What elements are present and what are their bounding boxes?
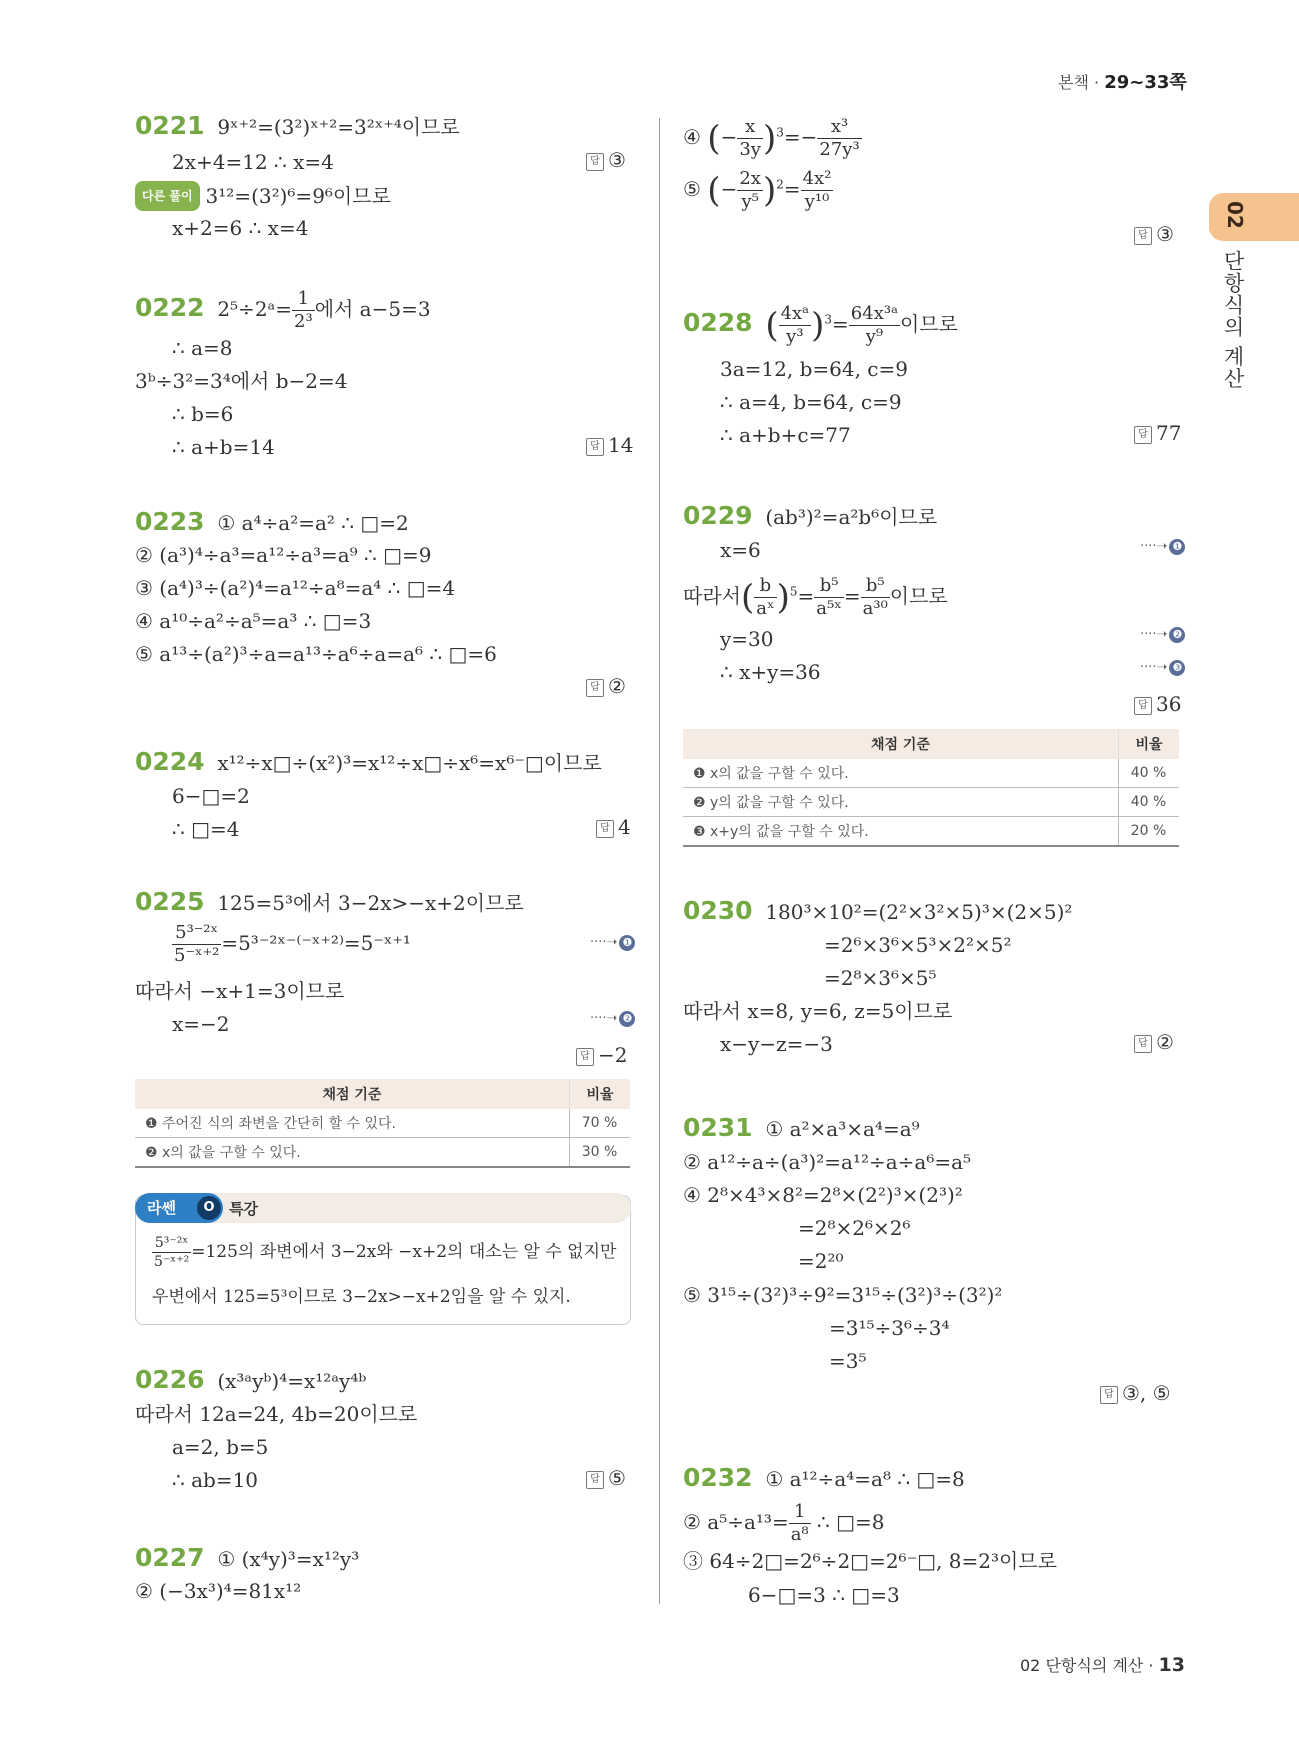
fraction xyxy=(779,305,812,346)
math-line: ① a⁴÷a²=a² ∴ □=2 xyxy=(217,511,409,535)
scoring-table-0229 xyxy=(683,729,1179,847)
problem-0229-line3: 따라서( $\frac{b}{\text{aˣ}}$ )$^5$= $\frac{\text{b⁵}}{\text{a⁵ˣ}}$ = $\frac{\text{b⁵}}{\text{a³⁰}}$ 이므로 xyxy=(683,575,948,619)
fraction xyxy=(737,118,763,159)
problem-0230-line3: =2⁸×3⁶×5⁵ xyxy=(824,966,937,990)
answer-value: 77 xyxy=(1156,421,1182,445)
table-row xyxy=(683,788,1179,817)
fraction-denominator: 5⁻ˣ⁺² xyxy=(154,1254,190,1270)
step-number: ❸ xyxy=(1169,660,1185,676)
answer-0223 xyxy=(586,674,626,698)
answer-value: 36 xyxy=(1156,692,1182,716)
problem-0224-line3: ∴ □=4 xyxy=(172,817,240,841)
math-line: 에서 a−5=3 xyxy=(314,297,431,321)
step-marker-2: ····➝ ❷ xyxy=(1140,627,1185,643)
step-marker-1: ····➝ ❶ xyxy=(1140,539,1185,555)
fraction-denominator: 5⁻ˣ⁺² xyxy=(174,945,220,966)
problem-0222-line3: 3ᵇ÷3²=3⁴에서 b−2=4 xyxy=(135,369,348,393)
table-cell-criteria: ❶ 주어진 식의 좌변을 간단히 할 수 있다. xyxy=(135,1109,570,1138)
problem-0232-line3: ③ 64÷2□=2⁶÷2□=2⁶⁻□, 8=2³이므로 xyxy=(683,1549,1057,1573)
problem-number: 0225 xyxy=(135,887,205,916)
answer-value: 4 xyxy=(618,815,631,839)
table-header-criteria: 채점 기준 xyxy=(135,1079,570,1109)
fraction-numerator: 64x³ᵃ xyxy=(850,303,899,324)
answer-value: ③ xyxy=(608,148,626,172)
fraction-numerator: b xyxy=(754,577,776,598)
table-cell-ratio: 40 % xyxy=(1119,759,1180,788)
answer-0227 xyxy=(1134,222,1174,246)
math-line: 이므로 xyxy=(889,584,948,608)
tip-logo-circle: O xyxy=(197,1196,221,1220)
table-header-ratio: 비율 xyxy=(570,1079,631,1109)
fraction-denominator: y⁹ xyxy=(865,326,884,347)
column-divider xyxy=(659,118,660,1604)
problem-0227-line5: ⑤ (− $\frac{2x}{\text{y⁵}}$ )$^2$= $\frac{\text{4x²}}{\text{y¹⁰}}$ xyxy=(683,168,832,212)
answer-value: 14 xyxy=(608,433,634,457)
answer-value: ② xyxy=(608,674,626,698)
answer-icon: 답 xyxy=(1100,1386,1118,1404)
table-cell-ratio: 20 % xyxy=(1119,817,1180,847)
math-line: 이므로 xyxy=(900,312,958,336)
page-number: 13 xyxy=(1158,1654,1185,1676)
problem-0231-line6: ⑤ 3¹⁵÷(3²)³÷9²=3¹⁵÷(3²)³÷(3²)² xyxy=(683,1283,1003,1307)
problem-0227-line2: ② (−3x³)⁴=81x¹² xyxy=(135,1579,302,1603)
problem-0232-line1 xyxy=(683,1464,965,1493)
fraction xyxy=(152,1236,191,1269)
problem-0231-line8: =3⁵ xyxy=(829,1349,867,1373)
problem-0226-line3: a=2, b=5 xyxy=(172,1435,269,1459)
problem-0229-line1 xyxy=(683,502,937,531)
problem-0223-line1 xyxy=(135,508,409,537)
step-number: ❷ xyxy=(1169,627,1185,643)
table-row xyxy=(683,817,1179,847)
paren-right: ) xyxy=(811,305,825,346)
problem-0226-line1 xyxy=(135,1366,366,1395)
problem-0223-line5: ⑤ a¹³÷(a²)³÷a=a¹³÷a⁶÷a=a⁶ ∴ □=6 xyxy=(135,642,497,666)
fraction-numerator: x xyxy=(737,118,763,139)
page-ref-range: 29~33쪽 xyxy=(1104,72,1187,93)
fraction-numerator: 1 xyxy=(789,1503,811,1524)
table-cell-criteria: ❷ x의 값을 구할 수 있다. xyxy=(135,1138,570,1168)
table-row xyxy=(683,759,1179,788)
math-line: ② a⁵÷a¹³= xyxy=(683,1510,789,1534)
problem-0231-line2: ② a¹²÷a÷(a³)²=a¹²÷a÷a⁶=a⁵ xyxy=(683,1150,972,1174)
chapter-number: 02 xyxy=(1223,201,1247,229)
fraction-numerator: x³ xyxy=(817,118,861,139)
step-marker-3: ····➝ ❸ xyxy=(1140,660,1185,676)
fraction-numerator: 5³⁻²ˣ xyxy=(152,1236,191,1253)
problem-0230-line4: 따라서 x=8, y=6, z=5이므로 xyxy=(683,999,953,1023)
table-cell-criteria: ❷ y의 값을 구할 수 있다. xyxy=(683,788,1119,817)
math-line: (x³ᵃyᵇ)⁴=x¹²ᵃy⁴ᵇ xyxy=(217,1369,367,1393)
problem-0222-line5: ∴ a+b=14 xyxy=(172,435,275,459)
answer-icon: 답 xyxy=(1134,426,1152,444)
fraction-denominator: aˣ xyxy=(756,598,775,619)
paren-left: ( xyxy=(740,577,755,618)
table-row xyxy=(135,1109,630,1138)
footer-chapter-title: 02 단항식의 계산 xyxy=(1020,1656,1144,1675)
problem-0227-line4: ④ (− $\frac{x}{3y}$ )$^3$=− $\frac{\text{x³}}{\text{27y³}}$ xyxy=(683,116,860,160)
chapter-tab xyxy=(1209,193,1299,241)
math-line: (ab³)²=a²b⁶이므로 xyxy=(765,505,938,529)
paren-right: ) xyxy=(776,577,790,618)
answer-0224 xyxy=(596,815,631,839)
problem-0231-line4: =2⁸×2⁶×2⁶ xyxy=(798,1216,911,1240)
paren-right: ) xyxy=(762,118,777,159)
problem-0229-line2: x=6 xyxy=(720,538,761,562)
footer: 02 단항식의 계산 · 13 xyxy=(1020,1654,1185,1676)
fraction-numerator: 5³⁻²ˣ xyxy=(172,924,221,945)
answer-icon: 답 xyxy=(1134,227,1152,245)
math-line: ① a¹²÷a⁴=a⁸ ∴ □=8 xyxy=(765,1467,965,1491)
table-cell-criteria: ❶ x의 값을 구할 수 있다. xyxy=(683,759,1119,788)
tip-text: =125의 좌변에서 3−2x와 −x+2의 대소는 알 수 없지만 xyxy=(191,1242,617,1262)
problem-number: 0227 xyxy=(135,1543,205,1572)
fraction xyxy=(292,290,315,331)
answer-icon: 답 xyxy=(586,438,604,456)
scoring-table-0225 xyxy=(135,1079,630,1168)
alt-solution-badge: 다른 풀이 xyxy=(135,181,200,211)
problem-0229-line4: y=30 xyxy=(720,627,774,651)
tip-line1 xyxy=(152,1236,616,1269)
table-header-row xyxy=(683,729,1179,759)
math-line: 125=5³에서 3−2x>−x+2이므로 xyxy=(217,891,524,915)
answer-icon: 답 xyxy=(586,1471,604,1489)
tip-title: 특강 xyxy=(229,1200,258,1218)
answer-value: ③ xyxy=(1156,222,1174,246)
page-ref-prefix: 본책 xyxy=(1058,73,1089,92)
fraction-denominator: 27y³ xyxy=(819,139,860,160)
fraction-numerator: b⁵ xyxy=(814,577,844,598)
problem-0221-line4: x+2=6 ∴ x=4 xyxy=(172,216,309,240)
problem-0230-line1 xyxy=(683,897,1072,926)
step-marker-1: ····➝ ❶ xyxy=(590,935,635,951)
math-line: =5³⁻²ˣ⁻⁽⁻ˣ⁺²⁾=5⁻ˣ⁺¹ xyxy=(221,931,411,955)
fraction-denominator: y⁵ xyxy=(741,191,759,212)
answer-0230 xyxy=(1134,1030,1174,1054)
fraction xyxy=(817,118,861,159)
math-line: =− xyxy=(783,125,818,149)
answer-0221 xyxy=(586,148,626,172)
fraction xyxy=(754,577,776,618)
math-line: ① (x⁴y)³=x¹²y³ xyxy=(217,1547,360,1571)
problem-0225-line1 xyxy=(135,888,524,917)
table-header-ratio: 비율 xyxy=(1119,729,1180,759)
problem-0230-line5: x−y−z=−3 xyxy=(720,1032,833,1056)
table-cell-ratio: 40 % xyxy=(1119,788,1180,817)
step-number: ❷ xyxy=(619,1011,635,1027)
answer-value: ③, ⑤ xyxy=(1122,1381,1171,1405)
problem-0232-line2 xyxy=(683,1503,884,1544)
problem-0228-line1: 0228 ( $\frac{\text{4xᵃ}}{\text{y³}}$ )$^3$= $\frac{\text{64x³ᵃ}}{\text{y⁹}}$ 이므로 xyxy=(683,303,958,347)
math-line: ∴ □=8 xyxy=(810,1510,885,1534)
problem-0222-line2: ∴ a=8 xyxy=(172,336,233,360)
answer-value: ② xyxy=(1156,1030,1174,1054)
page-ref: 본책 · 29~33쪽 xyxy=(1058,72,1187,93)
step-marker-2: ····➝ ❷ xyxy=(590,1011,635,1027)
math-line: x¹²÷x□÷(x²)³=x¹²÷x□÷x⁶=x⁶⁻□이므로 xyxy=(217,751,602,775)
problem-number: 0229 xyxy=(683,501,753,530)
fraction-denominator: a⁵ˣ xyxy=(816,598,842,619)
fraction-numerator: 1 xyxy=(292,290,315,311)
problem-number: 0228 xyxy=(683,308,753,337)
fraction-denominator: 2³ xyxy=(294,311,313,332)
answer-icon: 답 xyxy=(1134,697,1152,715)
answer-0226 xyxy=(586,1466,626,1490)
problem-0226-line4: ∴ ab=10 xyxy=(172,1468,259,1492)
fraction xyxy=(814,577,844,618)
problem-0224-line2: 6−□=2 xyxy=(172,784,250,808)
tip-logo: 라쎈 xyxy=(135,1193,223,1223)
problem-0232-line4: 6−□=3 ∴ □=3 xyxy=(748,1583,900,1607)
fraction-numerator: 4xᵃ xyxy=(780,303,810,324)
fraction-numerator: 2x xyxy=(739,168,761,189)
problem-0231-line7: =3¹⁵÷3⁶÷3⁴ xyxy=(829,1316,950,1340)
answer-icon: 답 xyxy=(576,1048,594,1066)
problem-number: 0232 xyxy=(683,1463,753,1492)
answer-0225 xyxy=(576,1043,627,1067)
math-line: 2⁵÷2ᵃ= xyxy=(217,297,293,321)
problem-0222-line1 xyxy=(135,290,431,331)
fraction-numerator: b⁵ xyxy=(861,577,890,598)
answer-0231 xyxy=(1100,1381,1171,1405)
problem-0231-line3: ④ 2⁸×4³×8²=2⁸×(2²)³×(2³)² xyxy=(683,1183,963,1207)
table-header-criteria: 채점 기준 xyxy=(683,729,1119,759)
answer-value: ⑤ xyxy=(608,1466,626,1490)
fraction-numerator: 4x² xyxy=(802,168,832,189)
problem-0223-line2: ② (a³)⁴÷a³=a¹²÷a³=a⁹ ∴ □=9 xyxy=(135,543,432,567)
answer-icon: 답 xyxy=(1134,1035,1152,1053)
table-header-row xyxy=(135,1079,630,1109)
problem-0225-line2 xyxy=(172,924,411,965)
answer-icon: 답 xyxy=(586,679,604,697)
problem-0226-line2: 따라서 12a=24, 4b=20이므로 xyxy=(135,1402,418,1426)
table-cell-criteria: ❸ x+y의 값을 구할 수 있다. xyxy=(683,817,1119,847)
problem-0231-line5: =2²⁰ xyxy=(798,1249,844,1273)
fraction xyxy=(737,170,763,211)
fraction xyxy=(849,305,900,346)
answer-icon: 답 xyxy=(586,153,604,171)
problem-0221-line2: 2x+4=12 ∴ x=4 xyxy=(172,150,334,174)
problem-number: 0223 xyxy=(135,507,205,536)
table-row xyxy=(135,1138,630,1168)
problem-0221-line1 xyxy=(135,112,460,141)
paren-left: ( xyxy=(765,305,779,346)
table-cell-ratio: 70 % xyxy=(570,1109,631,1138)
fraction-denominator: y¹⁰ xyxy=(804,191,830,212)
fraction-denominator: 3y xyxy=(739,139,761,160)
problem-0225-line4: x=−2 xyxy=(172,1012,230,1036)
problem-number: 0224 xyxy=(135,747,205,776)
math-line: 180³×10²=(2²×3²×5)³×(2×5)² xyxy=(765,900,1073,924)
problem-number: 0231 xyxy=(683,1113,753,1142)
problem-0223-line4: ④ a¹⁰÷a²÷a⁵=a³ ∴ □=3 xyxy=(135,609,372,633)
paren-right: ) xyxy=(762,170,777,211)
problem-0229-line5: ∴ x+y=36 xyxy=(720,660,821,684)
answer-icon: 답 xyxy=(596,820,614,838)
step-number: ❶ xyxy=(1169,539,1185,555)
fraction-denominator: y³ xyxy=(786,326,804,347)
chapter-side-title: 단항식의 계산 xyxy=(1221,250,1245,390)
problem-0230-line2: =2⁶×3⁶×5³×2²×5² xyxy=(824,933,1012,957)
table-cell-ratio: 30 % xyxy=(570,1138,631,1168)
problem-0231-line1 xyxy=(683,1114,920,1143)
fraction-denominator: a³⁰ xyxy=(862,598,888,619)
problem-number: 0226 xyxy=(135,1365,205,1394)
math-line: 9ˣ⁺²=(3²)ˣ⁺²=3²ˣ⁺⁴이므로 xyxy=(217,115,460,139)
problem-0225-line3: 따라서 −x+1=3이므로 xyxy=(135,979,345,1003)
problem-0221-alt xyxy=(135,181,391,211)
tip-line2: 우변에서 125=5³이므로 3−2x>−x+2임을 알 수 있지. xyxy=(152,1287,571,1307)
fraction xyxy=(172,924,221,965)
problem-0228-line3: ∴ a=4, b=64, c=9 xyxy=(720,390,902,414)
problem-0228-line4: ∴ a+b+c=77 xyxy=(720,423,851,447)
step-number: ❶ xyxy=(619,935,635,951)
math-line: 3¹²=(3²)⁶=9⁶이므로 xyxy=(205,184,391,208)
problem-0228-line2: 3a=12, b=64, c=9 xyxy=(720,357,908,381)
problem-0223-line3: ③ (a⁴)³÷(a²)⁴=a¹²÷a⁸=a⁴ ∴ □=4 xyxy=(135,576,456,600)
problem-0222-line4: ∴ b=6 xyxy=(172,402,234,426)
problem-number: 0230 xyxy=(683,896,753,925)
answer-0229 xyxy=(1134,692,1181,716)
problem-number: 0222 xyxy=(135,293,205,322)
fraction-denominator: a⁸ xyxy=(790,1524,809,1545)
answer-0222 xyxy=(586,433,633,457)
fraction xyxy=(861,577,890,618)
choice-number: ④ xyxy=(683,125,701,149)
answer-0228 xyxy=(1134,421,1181,445)
fraction xyxy=(801,170,834,211)
answer-value: −2 xyxy=(598,1043,628,1067)
fraction xyxy=(789,1503,811,1544)
choice-number: ⑤ xyxy=(683,177,701,201)
problem-0227-line1 xyxy=(135,1544,359,1573)
paren-left: ( xyxy=(707,170,721,211)
math-line: ① a²×a³×a⁴=a⁹ xyxy=(765,1117,920,1141)
paren-left: ( xyxy=(707,118,721,159)
problem-0224-line1 xyxy=(135,748,602,777)
math-line: 따라서 xyxy=(683,584,741,608)
problem-number: 0221 xyxy=(135,111,205,140)
